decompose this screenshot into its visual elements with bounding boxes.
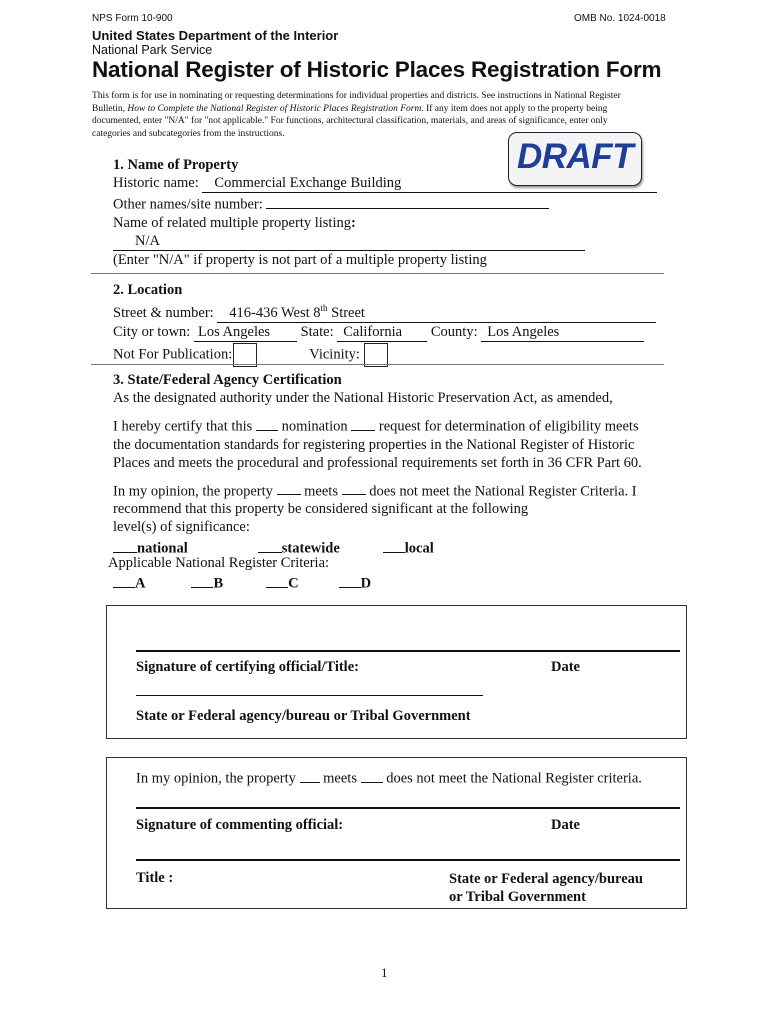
commenting-title-label: Title : (136, 870, 174, 886)
historic-name-label: Historic name: (113, 175, 199, 191)
local-blank[interactable] (383, 537, 405, 553)
other-names-field[interactable] (266, 193, 549, 209)
commenting-opinion: In my opinion, the property meets does not meet the National Register criteria. (136, 767, 642, 788)
street-field[interactable]: 416-436 West 8th Street (217, 299, 656, 323)
bureau-name: National Park Service (92, 43, 213, 57)
commenting-meets-blank[interactable] (300, 767, 320, 783)
page-title: National Register of Historic Places Registration Form (92, 57, 662, 82)
page-number: 1 (381, 965, 388, 980)
commenting-agency-label: State or Federal agency/bureau or Tribal Government (449, 871, 643, 905)
section-1-heading: 1. Name of Property (113, 157, 239, 173)
omb-number: OMB No. 1024-0018 (574, 13, 666, 24)
divider (91, 273, 664, 274)
criteria-label: Applicable National Register Criteria: (108, 555, 330, 571)
certifying-agency-label: State or Federal agency/bureau or Tribal Government (136, 708, 471, 724)
section-3-heading: 3. State/Federal Agency Certification (113, 372, 342, 388)
statewide-blank[interactable] (258, 537, 282, 553)
level-national: national (137, 540, 188, 557)
related-listing-note: (Enter "N/A" if property is not part of a multiple property listing (113, 251, 487, 268)
commenting-signature-label: Signature of commenting official: (136, 817, 344, 833)
city-field[interactable]: Los Angeles (194, 323, 297, 342)
state-field[interactable]: California (337, 323, 427, 342)
criteria-c-blank[interactable] (266, 572, 288, 588)
commenting-title-line[interactable] (136, 859, 680, 861)
certifying-signature-line[interactable] (136, 650, 680, 652)
criteria-d: D (360, 575, 372, 592)
other-names-label: Other names/site number: (113, 196, 263, 213)
agency-name: United States Department of the Interior (92, 28, 339, 43)
criteria-c: C (288, 575, 299, 592)
county-field[interactable]: Los Angeles (481, 323, 644, 342)
national-blank[interactable] (113, 537, 137, 553)
certifying-official-box (106, 605, 687, 739)
meets-blank[interactable] (277, 480, 301, 496)
street-label: Street & number: (113, 304, 214, 321)
related-listing-field[interactable]: N/A (113, 232, 585, 251)
intro-paragraph: This form is for use in nominating or requesting determinations for individual properties and districts. See instructions in National Register Bulletin, How to Complete the National Register of Historic Places Registration Form. If any item does not apply to the property being documented, enter "N/A" for "not applicable." For functions, architectural classification, materials, and areas of significance, enter only categories and subcategories from the instructions. (92, 91, 621, 139)
county-label: County: (430, 323, 478, 340)
historic-name-field[interactable]: Commercial Exchange Building (202, 174, 657, 193)
related-listing-label: Name of related multiple property listing (113, 214, 351, 231)
city-label: City or town: (113, 323, 191, 340)
request-blank[interactable] (351, 415, 375, 431)
section-name-of-property: 1. Name of Property Historic name: Commercial Exchange Building Other names/site number: Name of related multiple property listing: N/A (Enter "N/A" if property is not part of a multiple property listing (113, 156, 657, 269)
nomination-blank[interactable] (256, 415, 278, 431)
certifying-signature-label: Signature of certifying official/Title: (136, 659, 359, 675)
criteria-a-blank[interactable] (113, 572, 135, 588)
section-2-heading: 2. Location (113, 282, 183, 298)
commenting-signature-line[interactable] (136, 807, 680, 809)
criteria-section (108, 554, 371, 593)
level-local: local (404, 540, 434, 557)
state-label: State: (300, 323, 334, 340)
criteria-a: A (135, 575, 146, 592)
section-certification: 3. State/Federal Agency Certification As the designated authority under the National Historic Preservation Act, as amended, I hereby certify that this nomination request for determination of eligibility meets the documentation standards for registering properties in the National Register of Historic Places and meets the procedural and professional requirements set forth in 36 CFR Part 60. In my opinion, the property meets does not meet the National Register Criteria. I recommend that this property be considered significant at the following level(s) of significance: national statewide local (113, 372, 642, 557)
commenting-does-not-meet-blank[interactable] (361, 767, 383, 783)
draft-stamp-text: DRAFT (516, 137, 634, 176)
commenting-date-label: Date (551, 817, 580, 833)
commenting-official-box (106, 757, 687, 909)
certifying-date-label: Date (551, 659, 580, 675)
vicinity-label: Vicinity: (309, 346, 360, 363)
section-location (113, 281, 656, 367)
criteria-b-blank[interactable] (191, 572, 213, 588)
not-for-publication-label: Not For Publication: (113, 346, 233, 363)
does-not-meet-blank[interactable] (342, 480, 366, 496)
criteria-b: B (213, 575, 224, 592)
agency-line[interactable] (136, 695, 483, 696)
form-number: NPS Form 10-900 (92, 13, 173, 24)
divider (91, 364, 664, 365)
authority-statement: As the designated authority under the National Historic Preservation Act, as amended, (113, 390, 613, 406)
level-statewide: statewide (281, 540, 340, 557)
criteria-d-blank[interactable] (339, 572, 361, 588)
